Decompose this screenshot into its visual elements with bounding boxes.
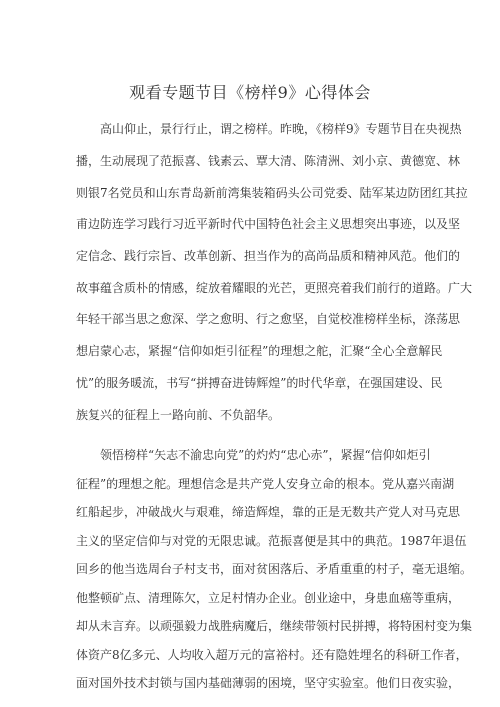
paragraph-line: 故事蕴含质朴的情感，绽放着耀眼的光芒，更照亮着我们前行的道路。广大 xyxy=(76,281,473,295)
paragraph-line: 领悟榜样“矢志不渝忠向党”的灼灼“忠心赤”，紧握“信仰如炬引 xyxy=(100,448,431,462)
paragraph-line: 播，生动展现了范振喜、钱素云、覃大清、陈清洲、刘小京、黄德宽、林 xyxy=(76,154,461,168)
paragraph-line: 则银7名党员和山东青岛新前湾集装箱码头公司党委、陆军某边防团红其拉 xyxy=(76,186,468,200)
paragraph-line: 他整顿矿点、清理陈欠，立足村情办企业。创业途中，身患血癌等重病， xyxy=(76,591,461,605)
paragraph-line: 却从未言弃。以顽强毅力战胜病魔后，继续带领村民拼搏，将特困村变为集 xyxy=(76,619,473,633)
paragraph-line: 高山仰止，景行行止，谓之榜样。昨晚，《榜样9》专题节目在央视热 xyxy=(100,122,462,136)
paragraph-line: 想启蒙心志，紧握“信仰如炬引征程”的理想之舵，汇聚“全心全意解民 xyxy=(76,344,443,358)
paragraph-line: 年轻干部当思之愈深、学之愈明、行之愈坚，自觉校准榜样坐标，涤荡思 xyxy=(76,312,461,326)
paragraph-line: 甫边防连学习践行习近平新时代中国特色社会主义思想突出事迹，以及坚 xyxy=(76,217,461,231)
paragraph-line: 主义的坚定信仰与对党的无限忠诚。范振喜便是其中的典范。1987年退伍 xyxy=(76,534,467,548)
paragraph-line: 族复兴的征程上一路向前、不负韶华。 xyxy=(76,408,281,422)
paragraph-line: 红船起步，冲破战火与艰难，缔造辉煌，靠的正是无数共产党人对马克思 xyxy=(76,505,461,519)
paragraph-line: 回乡的他当选周台子村支书，面对贫困落后、矛盾重重的村子，毫无退缩。 xyxy=(76,562,473,576)
paragraph-line: 征程”的理想之舵。理想信念是共产党人安身立命的根本。党从嘉兴南湖 xyxy=(76,477,455,491)
document-title: 观看专题节目《榜样9》心得体会 xyxy=(129,83,371,102)
paragraph-line: 定信念、践行宗旨、改革创新、担当作为的高尚品质和精神风范。他们的 xyxy=(76,249,461,263)
paragraph-line: 忧”的服务暖流，书写“拼搏奋进铸辉煌”的时代华章，在强国建设、民 xyxy=(76,376,443,390)
paragraph-line: 面对国外技术封锁与国内基础薄弱的困境，坚守实验室。他们日夜实验， xyxy=(76,676,461,690)
paragraph-line: 体资产8亿多元、人均收入超万元的富裕村。还有隐姓埋名的科研工作者， xyxy=(76,648,468,662)
